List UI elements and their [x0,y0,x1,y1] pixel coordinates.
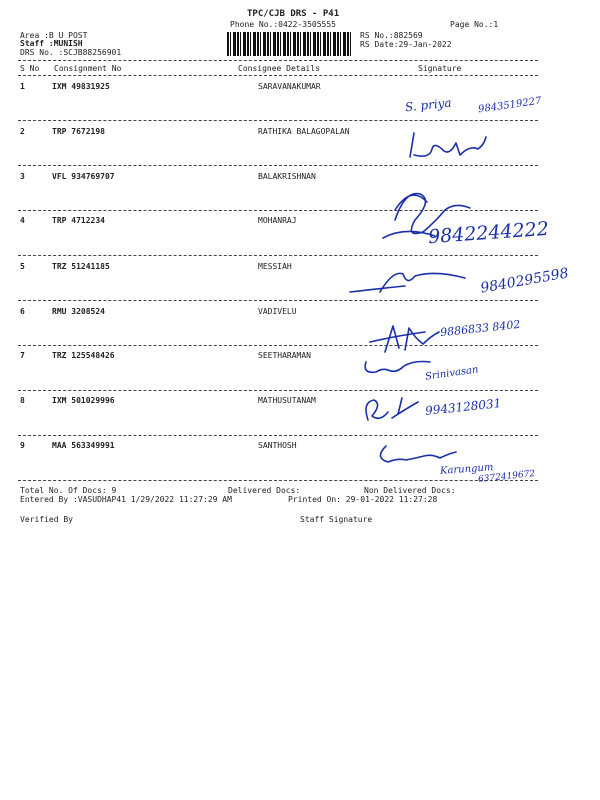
total-docs: Total No. Of Docs: 9 [20,486,117,495]
document-title: TPC/CJB DRS - P41 [247,9,340,19]
row-2-sno: 2 [20,127,25,136]
verified-by: Verified By [20,515,73,524]
entered-by: Entered By :VASUDHAP41 1/29/2022 11:27:29 AM [20,495,232,504]
staff-label: Staff :MUNISH [20,39,83,48]
row-5-consignee: MESSIAH [258,262,292,271]
row-4-sno: 4 [20,216,25,225]
col-consignment: Consignment No [54,64,122,73]
row-3-sno: 3 [20,172,25,181]
header-divider-top [18,60,538,61]
row-1-consignment: IXM 49831925 [52,82,110,91]
table-bottom-divider [18,480,538,481]
row-4-consignment: TRP 4712234 [52,216,105,225]
col-consignee: Consignee Details [238,64,320,73]
barcode [227,32,351,56]
handwriting-phone: 9943128031 [424,396,502,418]
row-divider [18,345,538,346]
row-6-consignee: VADIVELU [258,307,297,316]
handwriting-phone: 9842244222 [427,217,550,249]
printed-on: Printed On: 29-01-2022 11:27:28 [288,495,438,504]
row-divider [18,120,538,121]
row-8-consignee: MATHUSUTANAM [258,396,316,405]
non-delivered-docs: Non Delivered Docs: [364,486,456,495]
row-2-consignment: TRP 7672198 [52,127,105,136]
handwriting-phone: 9840295598 [479,265,570,297]
handwriting-phone: 9843519227 [477,95,543,116]
handwriting-name: Karungum [439,462,494,477]
signature-scribble [400,125,490,165]
row-1-sno: 1 [20,82,25,91]
row-9-consignment: MAA 563349991 [52,441,115,450]
row-8-sno: 8 [20,396,25,405]
row-5-sno: 5 [20,262,25,271]
row-divider [18,165,538,166]
row-6-consignment: RMU 3208524 [52,307,105,316]
row-8-consignment: IXM 501029996 [52,396,115,405]
row-7-consignment: TRZ 125548426 [52,351,115,360]
row-divider [18,255,538,256]
phone-number: Phone No.:0422-3505555 [230,20,336,29]
row-7-sno: 7 [20,351,25,360]
row-5-consignment: TRZ 51241185 [52,262,110,271]
handwriting-name: Srinivasan [424,364,480,383]
delivered-docs: Delivered Docs: [228,486,301,495]
row-divider [18,390,538,391]
handwriting-phone: 9886833 8402 [439,317,521,340]
signature-scribble [345,262,475,302]
handwriting-phone: 6372419672 [477,469,536,485]
row-6-sno: 6 [20,307,25,316]
row-3-consignment: VFL 934769707 [52,172,115,181]
page-number: Page No.:1 [450,20,499,29]
area-label: Area :B U POST [20,31,88,40]
rs-number: RS No.:882569 [360,31,423,40]
staff-signature: Staff Signature [300,515,373,524]
row-1-consignee: SARAVANAKUMAR [258,82,321,91]
row-9-sno: 9 [20,441,25,450]
row-2-consignee: RATHIKA BALAGOPALAN [258,127,350,136]
header-divider-bottom [18,75,538,76]
col-sno: S No [20,64,40,73]
row-9-consignee: SANTHOSH [258,441,297,450]
col-signature: Signature [418,64,462,73]
row-4-consignee: MOHANRAJ [258,216,297,225]
signature-scribble [358,392,428,427]
row-7-consignee: SEETHARAMAN [258,351,311,360]
rs-date: RS Date:29-Jan-2022 [360,40,452,49]
drs-number: DRS No. :SCJB88256901 [20,48,122,57]
row-3-consignee: BALAKRISHNAN [258,172,316,181]
handwriting-name: S. priya [404,95,453,115]
